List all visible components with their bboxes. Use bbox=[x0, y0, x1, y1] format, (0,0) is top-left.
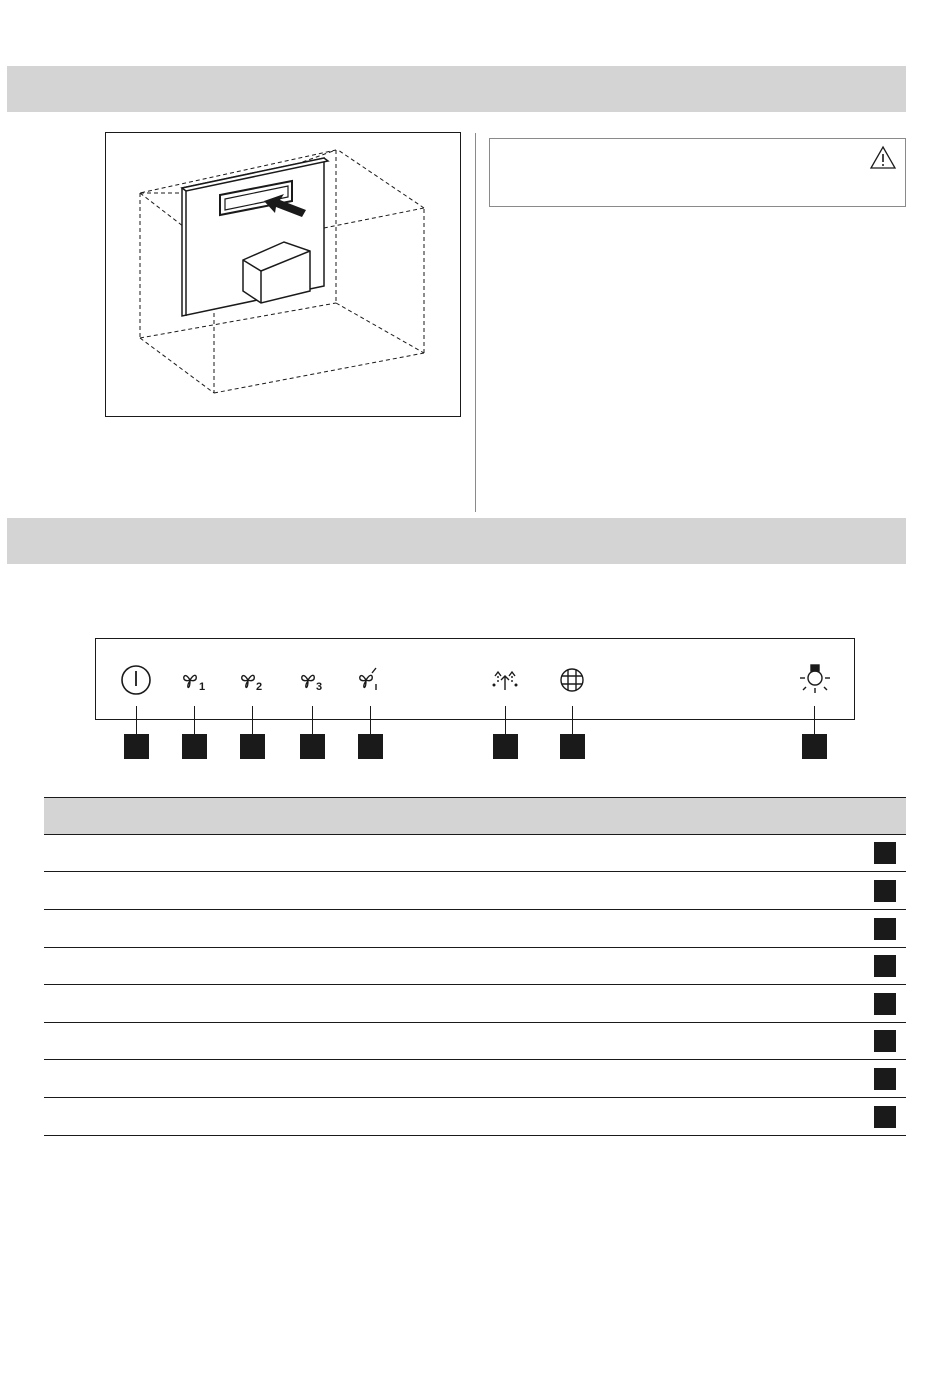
svg-text:2: 2 bbox=[256, 681, 263, 692]
callout-marker bbox=[802, 734, 827, 759]
callout-marker bbox=[493, 734, 518, 759]
fan-speed-1-icon[interactable] bbox=[180, 670, 208, 692]
table-row bbox=[44, 985, 906, 1023]
table-row bbox=[44, 910, 906, 948]
fan-speed-2-icon[interactable] bbox=[238, 670, 266, 692]
svg-text:1: 1 bbox=[199, 681, 206, 692]
table-row bbox=[44, 872, 906, 910]
fan-boost-icon[interactable] bbox=[356, 667, 384, 693]
row-marker bbox=[874, 955, 896, 977]
callout-marker bbox=[124, 734, 149, 759]
callout-line bbox=[505, 706, 506, 734]
row-marker bbox=[874, 1030, 896, 1052]
svg-text:3: 3 bbox=[316, 681, 323, 692]
callout-marker bbox=[240, 734, 265, 759]
section-header-bar bbox=[7, 518, 906, 564]
callout-line bbox=[370, 706, 371, 734]
control-panel bbox=[95, 638, 855, 720]
table-row bbox=[44, 947, 906, 985]
warning-triangle-icon bbox=[869, 145, 897, 171]
hood-drawing bbox=[106, 133, 460, 416]
filter-grid-icon[interactable] bbox=[559, 667, 585, 693]
row-marker bbox=[874, 1106, 896, 1128]
callout-line bbox=[572, 706, 573, 734]
row-marker bbox=[874, 918, 896, 940]
callout-line bbox=[194, 706, 195, 734]
warning-box bbox=[489, 138, 906, 207]
table-row bbox=[44, 834, 906, 872]
callout-line bbox=[312, 706, 313, 734]
section-header-bar bbox=[7, 66, 906, 112]
row-marker bbox=[874, 993, 896, 1015]
row-marker bbox=[874, 880, 896, 902]
light-icon[interactable] bbox=[798, 662, 832, 696]
callout-marker bbox=[300, 734, 325, 759]
auto-extraction-icon[interactable] bbox=[491, 668, 519, 694]
fan-speed-3-icon[interactable] bbox=[298, 670, 326, 692]
callout-line bbox=[252, 706, 253, 734]
power-icon[interactable] bbox=[120, 664, 152, 696]
table-header bbox=[44, 797, 906, 835]
callout-marker bbox=[182, 734, 207, 759]
table-row bbox=[44, 1098, 906, 1136]
hood-illustration bbox=[105, 132, 461, 417]
callout-line bbox=[136, 706, 137, 734]
callout-marker bbox=[560, 734, 585, 759]
callout-line bbox=[814, 706, 815, 734]
row-marker bbox=[874, 842, 896, 864]
callout-marker bbox=[358, 734, 383, 759]
table-row bbox=[44, 1060, 906, 1098]
column-divider bbox=[475, 133, 476, 512]
row-marker bbox=[874, 1068, 896, 1090]
table-row bbox=[44, 1022, 906, 1060]
